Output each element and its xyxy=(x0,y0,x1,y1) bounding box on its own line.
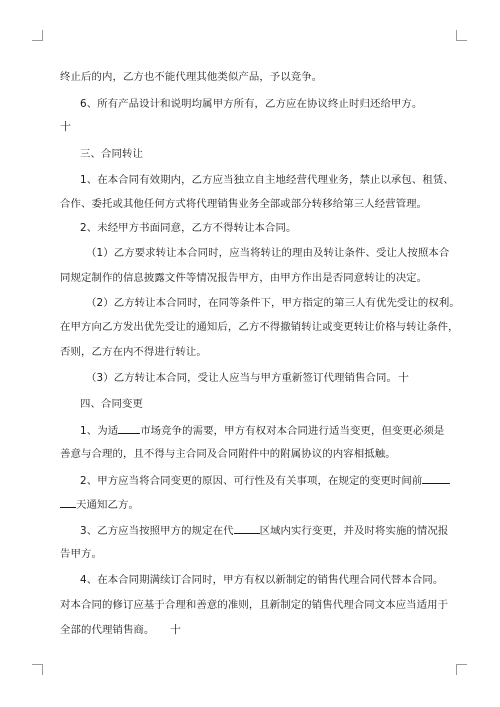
blank-underline xyxy=(60,497,76,508)
cross-mark: 十 xyxy=(398,371,409,384)
text-segment: 天通知乙方。 xyxy=(76,499,139,511)
section-heading: 三、合同转让 xyxy=(80,148,143,160)
blank-underline xyxy=(118,423,140,434)
text-line: 在甲方向乙方发出优先受让的通知后，乙方不得撤销转让或变更转让价格与转让条件， xyxy=(60,321,459,333)
text-line: 告甲方。 xyxy=(60,548,102,560)
crop-mark-bottom-right xyxy=(456,664,467,675)
text-line: 6、所有产品设计和说明均属甲方所有，乙方应在协议终止时归还给甲方。 xyxy=(80,98,423,110)
crop-mark-top-left xyxy=(32,30,43,41)
text-line xyxy=(80,423,444,438)
text-line xyxy=(80,473,450,488)
text-line xyxy=(60,497,139,512)
cross-mark: 十 xyxy=(170,623,181,636)
text-segment: 市场竞争的需要，甲方有权对本合同进行适当变更，但变更必须是 xyxy=(140,425,445,437)
blank-underline xyxy=(234,523,260,534)
text-line: 1、在本合同有效期内，乙方应当独立自主地经营代理业务，禁止以承包、租赁、 xyxy=(80,174,454,186)
text-line xyxy=(80,523,448,538)
text-line: 对本合同的修订应基于合理和善意的准则，且新制定的销售代理合同文本应当适用于 xyxy=(60,599,449,611)
section-heading: 四、合同变更 xyxy=(80,398,143,410)
text-line: 2、未经甲方书面同意，乙方不得转让本合同。 xyxy=(80,222,297,234)
text-line: （2）乙方转让本合同时，在同等条件下，甲方指定的第三人有优先受让的权利。 xyxy=(86,297,460,309)
text-line: 善意与合理的，且不得与主合同及合同附件中的附属协议的内容相抵触。 xyxy=(60,448,396,460)
text-line: 否则，乙方在内不得进行转让。 xyxy=(60,346,207,358)
crop-mark-top-right xyxy=(456,30,467,41)
text-line: 终止后的内，乙方也不能代理其他类似产品，予以竞争。 xyxy=(60,71,323,83)
text-segment: 3、乙方应当按照甲方的规定在代 xyxy=(80,525,234,537)
text-line: （3）乙方转让本合同，受让人应当与甲方重新签订代理销售合同。 xyxy=(86,372,397,384)
blank-underline xyxy=(422,473,450,484)
text-line: 4、在本合同期满续订合同时，甲方有权以新制定的销售代理合同代替本合同。 xyxy=(80,574,444,586)
text-segment: 2、甲方应当将合同变更的原因、可行性及有关事项，在规定的变更时间前 xyxy=(80,475,423,487)
text-line: 全部的代理销售商。 xyxy=(60,624,155,636)
text-line: （1）乙方要求转让本合同时，应当将转让的理由及转让条件、受让人按照本合 xyxy=(86,247,450,259)
cross-mark: 十 xyxy=(60,120,71,133)
text-segment: 1、为适 xyxy=(80,425,119,437)
text-line: 同规定制作的信息披露文件等情况报告甲方，由甲方作出是否同意转让的决定。 xyxy=(60,272,428,284)
text-line: 合作、委托或其他任何方式将代理销售业务全部或部分转移给第三人经营管理。 xyxy=(60,198,428,210)
text-segment: 区域内实行变更，并及时将实施的情况报 xyxy=(259,525,449,537)
crop-mark-bottom-left xyxy=(32,664,43,675)
